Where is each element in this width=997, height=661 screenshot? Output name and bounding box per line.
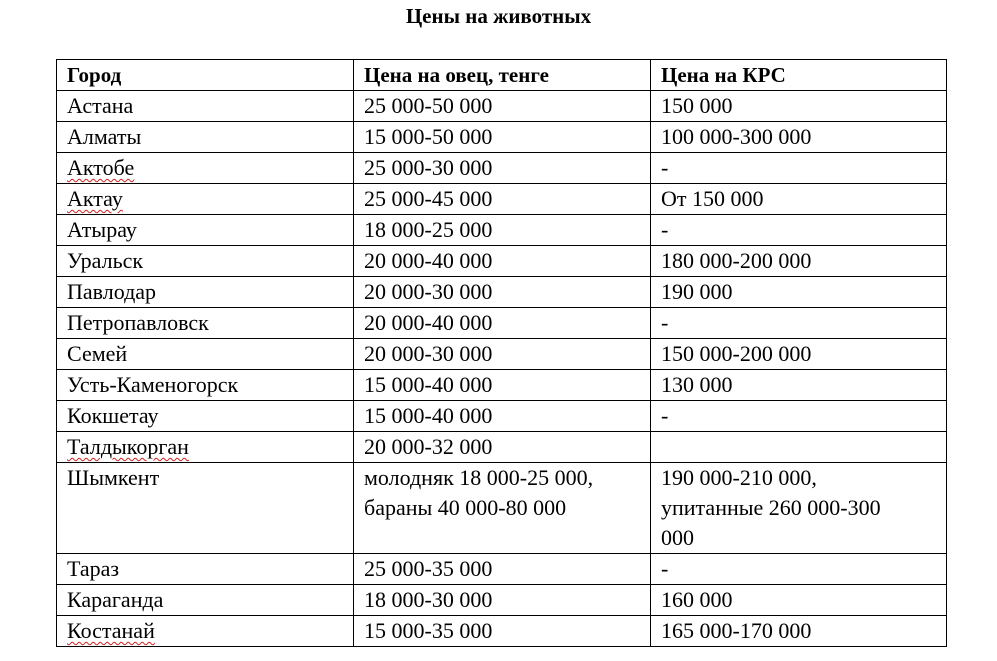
sheep-price-cell <box>354 277 651 308</box>
cattle-price-line: 130 000 <box>661 372 733 397</box>
sheep-price-line: 20 000-32 000 <box>364 434 493 459</box>
table-row <box>57 370 947 401</box>
table-header-row <box>57 60 947 91</box>
cattle-price-line: упитанные 260 000-300 <box>661 495 881 520</box>
sheep-price-cell <box>354 432 651 463</box>
city-name: Костанай <box>67 618 155 643</box>
table-row <box>57 184 947 215</box>
cattle-price-cell <box>651 91 947 122</box>
cattle-price-line: - <box>661 310 669 335</box>
city-cell <box>57 308 354 339</box>
city-cell <box>57 370 354 401</box>
city-cell <box>57 215 354 246</box>
cattle-price-cell <box>651 277 947 308</box>
cattle-price-line: - <box>661 556 669 581</box>
city-name: Атырау <box>67 217 137 242</box>
cattle-price-line: От 150 000 <box>661 186 764 211</box>
cattle-price-line: 100 000-300 000 <box>661 124 812 149</box>
cattle-price-cell <box>651 215 947 246</box>
city-name: Уральск <box>67 248 144 273</box>
cattle-price-cell <box>651 554 947 585</box>
sheep-price-cell <box>354 215 651 246</box>
table-row <box>57 339 947 370</box>
table-row <box>57 616 947 647</box>
sheep-price-line: 20 000-40 000 <box>364 248 493 273</box>
table-row <box>57 585 947 616</box>
city-name: Караганда <box>67 587 164 612</box>
sheep-price-cell <box>354 246 651 277</box>
table-row <box>57 463 947 554</box>
city-cell <box>57 463 354 554</box>
city-cell <box>57 585 354 616</box>
sheep-price-cell <box>354 308 651 339</box>
cattle-price-line: 150 000 <box>661 93 733 118</box>
table-row <box>57 554 947 585</box>
sheep-price-cell <box>354 339 651 370</box>
city-name: Алматы <box>67 124 142 149</box>
cattle-price-cell <box>651 616 947 647</box>
sheep-price-line: 15 000-40 000 <box>364 372 493 397</box>
sheep-price-cell <box>354 554 651 585</box>
city-cell <box>57 91 354 122</box>
prices-table <box>56 59 947 647</box>
city-cell <box>57 554 354 585</box>
sheep-price-line: 18 000-30 000 <box>364 587 493 612</box>
cattle-price-line: 000 <box>661 525 694 550</box>
cattle-price-cell <box>651 339 947 370</box>
sheep-price-cell <box>354 184 651 215</box>
city-cell <box>57 277 354 308</box>
city-cell <box>57 246 354 277</box>
sheep-price-line: 20 000-30 000 <box>364 279 493 304</box>
cattle-price-cell <box>651 153 947 184</box>
cattle-price-cell <box>651 370 947 401</box>
city-name: Усть-Каменогорск <box>67 372 239 397</box>
city-name: Актобе <box>67 155 135 180</box>
city-name: Тараз <box>67 556 120 581</box>
sheep-price-cell <box>354 153 651 184</box>
cattle-price-cell <box>651 585 947 616</box>
sheep-price-line: 25 000-30 000 <box>364 155 493 180</box>
cattle-price-line: - <box>661 155 669 180</box>
cattle-price-line: 165 000-170 000 <box>661 618 812 643</box>
city-cell <box>57 339 354 370</box>
city-cell <box>57 153 354 184</box>
header-sheep-price: Цена на овец, тенге <box>354 60 651 91</box>
cattle-price-cell <box>651 308 947 339</box>
city-cell <box>57 184 354 215</box>
sheep-price-line: 15 000-35 000 <box>364 618 493 643</box>
table-row <box>57 308 947 339</box>
table-body <box>57 91 947 647</box>
cattle-price-cell <box>651 122 947 153</box>
cattle-price-cell <box>651 401 947 432</box>
table-row <box>57 277 947 308</box>
sheep-price-line: молодняк 18 000-25 000, <box>364 465 594 490</box>
city-cell <box>57 432 354 463</box>
city-name: Актау <box>67 186 123 211</box>
table-row <box>57 122 947 153</box>
cattle-price-line: - <box>661 217 669 242</box>
cattle-price-line: 160 000 <box>661 587 733 612</box>
table-row <box>57 91 947 122</box>
cattle-price-line: 180 000-200 000 <box>661 248 812 273</box>
sheep-price-cell <box>354 401 651 432</box>
cattle-price-line: - <box>661 403 669 428</box>
sheep-price-line: 15 000-40 000 <box>364 403 493 428</box>
city-name: Астана <box>67 93 134 118</box>
header-city: Город <box>57 60 354 91</box>
sheep-price-line: 25 000-35 000 <box>364 556 493 581</box>
cattle-price-line: 190 000 <box>661 279 733 304</box>
sheep-price-cell <box>354 91 651 122</box>
cattle-price-line: 150 000-200 000 <box>661 341 812 366</box>
sheep-price-line: 15 000-50 000 <box>364 124 493 149</box>
sheep-price-line: 25 000-45 000 <box>364 186 493 211</box>
sheep-price-cell <box>354 463 651 554</box>
city-cell <box>57 616 354 647</box>
header-cattle-price: Цена на КРС <box>651 60 947 91</box>
sheep-price-cell <box>354 585 651 616</box>
table-row <box>57 246 947 277</box>
table-row <box>57 153 947 184</box>
sheep-price-line: 20 000-30 000 <box>364 341 493 366</box>
city-name: Петропавловск <box>67 310 209 335</box>
sheep-price-cell <box>354 122 651 153</box>
city-name: Кокшетау <box>67 403 159 428</box>
page-title: Цены на животных <box>405 4 592 28</box>
city-cell <box>57 401 354 432</box>
city-name: Талдыкорган <box>67 434 189 459</box>
sheep-price-line: 25 000-50 000 <box>364 93 493 118</box>
city-name: Шымкент <box>67 465 160 490</box>
table-row <box>57 215 947 246</box>
sheep-price-line: бараны 40 000-80 000 <box>364 495 567 520</box>
city-name: Семей <box>67 341 128 366</box>
city-cell <box>57 122 354 153</box>
cattle-price-cell <box>651 184 947 215</box>
sheep-price-cell <box>354 616 651 647</box>
city-name: Павлодар <box>67 279 157 304</box>
sheep-price-line: 20 000-40 000 <box>364 310 493 335</box>
cattle-price-cell <box>651 463 947 554</box>
cattle-price-cell <box>651 432 947 463</box>
sheep-price-line: 18 000-25 000 <box>364 217 493 242</box>
table-row <box>57 401 947 432</box>
sheep-price-cell <box>354 370 651 401</box>
cattle-price-cell <box>651 246 947 277</box>
cattle-price-line: 190 000-210 000, <box>661 465 817 490</box>
table-row <box>57 432 947 463</box>
